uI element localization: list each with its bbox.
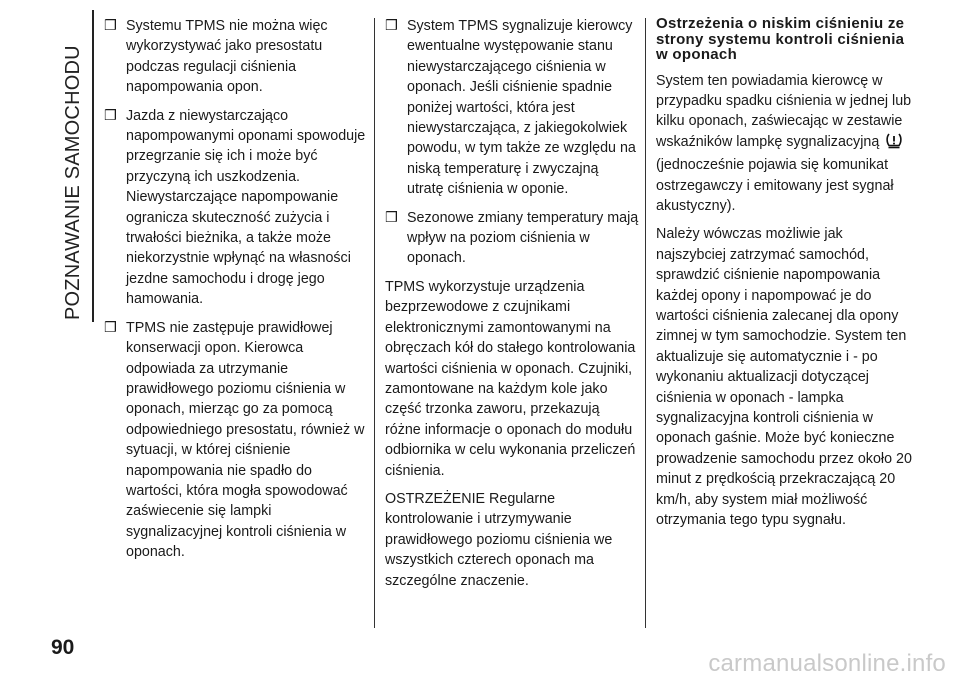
bullet-item — [104, 16, 366, 98]
watermark: carmanualsonline.info — [708, 650, 946, 677]
bullet-box-icon: ❒ — [385, 18, 398, 34]
paragraph: Należy wówczas możliwie jak najszybciej zatrzymać samochód, sprawdzić ciśnienie napompowania każdej opony i napompować je do wartości ciśnienia zalecanej dla opony zimnej w tym samochodzie. System ten aktualizuje się automatycznie i - po wykonaniu aktualizacji dotyczącej ciśnienia w oponach - lampka sygnalizacyjna kontroli ciśnienia w oponach gaśnie. Może być konieczne prowadzenie samochodu przez około 20 minut z prędkością przekraczającą 20 km/h, aby system miał możliwość otrzymania tego typu sygnału. — [656, 226, 912, 529]
bullet-text: System TPMS sygnalizuje kierowcy ewentualne występowanie stanu niewystarczającego ciśnienia w oponach. Jeśli ciśnienie spadnie poniżej wartości, która jest niewystarczająca, z jakiegokolwiek powodu, w tym także ze względu na niską temperaturę i zwyczajną utratę ciśnienia w oponie. — [407, 18, 636, 198]
paragraph-text: System ten powiadamia kierowcę w przypadku spadku ciśnienia w jednej lub kilku oponach, zaświecając w zestawie wskaźników lampkę sygnalizacyjną — [656, 72, 912, 150]
side-rule — [92, 10, 94, 322]
side-section-title-text: POZNAWANIE SAMOCHODU — [62, 45, 84, 320]
bullet-text: Sezonowe zmiany temperatury mają wpływ na poziom ciśnienia w oponach. — [407, 209, 639, 267]
bullet-text: TPMS nie zastępuje prawidłowej konserwacji opon. Kierowca odpowiada za utrzymanie prawidłowego poziomu ciśnienia w oponach, mierząc go za pomocą odpowiedniego presostatu, również w sytuacji, w której ciśnienie napompowania nie spadło do wartości, która mogła spowodować zaświecenie się lampki sygnalizacyjnej kontroli ciśnienia w oponach. — [126, 319, 365, 561]
bullet-text: Jazda z niewystarczająco napompowanymi oponami spowoduje przegrzanie się ich i może być przyczyną ich uszkodzenia. Niewystarczające napompowanie ogranicza skuteczność zużycia i trwałości bieżnika, a także może niekorzystnie wpłynąć na własności jezdne samochodu i drogę jego hamowania. — [126, 107, 366, 308]
paragraph: TPMS wykorzystuje urządzenia bezprzewodowe z czujnikami elektronicznymi zamontowanymi na obręczach kół do stałego kontrolowania wartości ciśnienia w oponach. Czujniki, zamontowane na każdym kole jako część trzonka zaworu, przekazują różne informacje o oponach do modułu odbiornika w celu wykonania przeliczeń ciśnienia. — [385, 278, 636, 479]
column-divider-1 — [374, 18, 375, 628]
page-number: 90 — [51, 636, 75, 659]
column-3 — [656, 16, 912, 538]
section-heading: Ostrzeżenia o niskim ciśnieniu ze strony systemu kontroli ciśnienia w oponach — [656, 15, 905, 63]
bullet-item — [385, 208, 639, 269]
column-1 — [104, 16, 366, 571]
paragraph-text: (jednocześnie pojawia się komunikat ostrzegawczy i emitowany jest sygnał akustyczny). — [656, 157, 894, 214]
paragraph: OSTRZEŻENIE Regularne kontrolowanie i utrzymywanie prawidłowego poziomu ciśnienia we wszystkich czterech oponach ma szczególne znaczenie. — [385, 490, 613, 589]
bullet-item — [385, 16, 639, 200]
bullet-item — [104, 318, 366, 563]
bullet-box-icon: ❒ — [104, 319, 117, 336]
paragraph — [656, 71, 912, 217]
column-divider-2 — [645, 18, 646, 628]
bullet-box-icon: ❒ — [104, 107, 117, 124]
side-section-title — [62, 20, 86, 320]
bullet-item — [104, 106, 366, 310]
bullet-text: Systemu TPMS nie można więc wykorzystywać jako presostatu podczas regulacji ciśnienia napompowania opon. — [126, 18, 328, 96]
bullet-box-icon: ❒ — [104, 18, 117, 34]
bullet-box-icon: ❒ — [385, 209, 398, 226]
tpms-warning-lamp-icon — [885, 132, 903, 155]
column-2 — [385, 16, 639, 599]
